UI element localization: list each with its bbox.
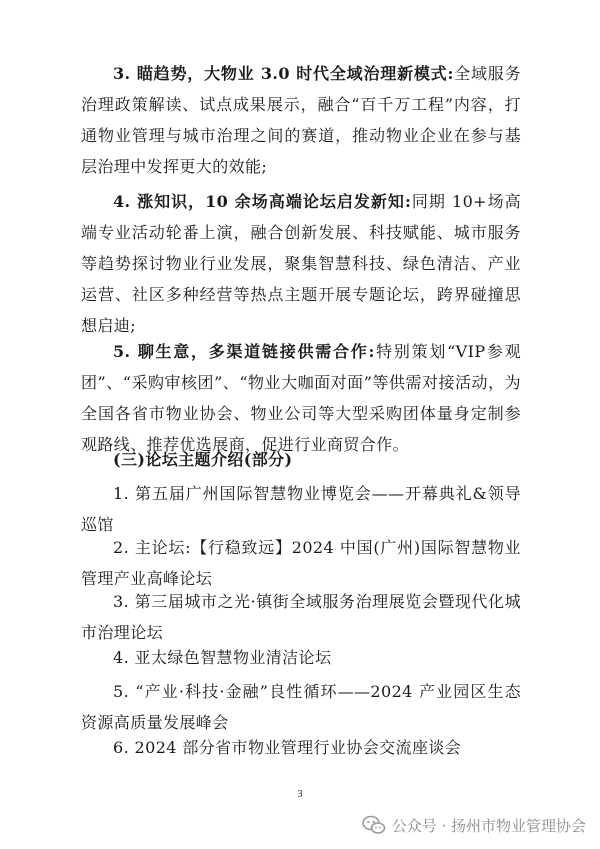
paragraph-trend [81,58,521,182]
paragraph-lead: 4. 涨知识，10 余场高端论坛启发新知: [113,192,412,211]
forum-item: 3. 第三届城市之光·镇街全域服务治理展览会暨现代化城市治理论坛 [81,592,521,642]
section-heading: (三)论坛主题介绍(部分) [113,450,293,469]
paragraph-body: 同期 10+场高端专业活动轮番上演，融合创新发展、科技赋能、城市服务等趋势探讨物业行业发展，聚集智慧科技、绿色清洁、产业运营、社区多种经营等热点主题开展专题论坛，跨界碰撞思想启迪; [81,192,521,335]
wechat-icon [362,815,386,835]
page-number: 3 [297,789,303,800]
paragraph-business [81,336,521,460]
paragraph-lead: 3. 瞄趋势，大物业 3.0 时代全域治理新模式: [113,64,454,83]
forum-item: 1. 第五届广州国际智慧物业博览会——开幕典礼&领导巡馆 [81,484,521,534]
forum-item: 2. 主论坛:【行稳致远】2024 中国(广州)国际智慧物业管理产业高峰论坛 [81,538,521,588]
forum-item: 5. “产业·科技·金融”良性循环——2024 产业园区生态资源高质量发展峰会 [81,682,521,732]
paragraph-body: 特别策划“VIP参观团”、“采购审核团”、“物业大咖面对面”等供需对接活动，为全国各省市物业协会、物业公司等大型采购团体量身定制参观路线、推荐优选展商，促进行业商贸合作。 [81,342,521,454]
paragraph-body: 全域服务治理政策解读、试点成果展示，融合“百千万工程”内容，打通物业管理与城市治理之间的赛道，推动物业企业在参与基层治理中发挥更大的效能; [81,64,521,176]
forum-item: 6. 2024 部分省市物业管理行业协会交流座谈会 [113,738,462,757]
wechat-watermark [362,812,586,838]
forum-item: 4. 亚太绿色智慧物业清洁论坛 [113,648,332,667]
paragraph-lead: 5. 聊生意，多渠道链接供需合作: [113,342,375,361]
paragraph-knowledge [81,186,521,341]
watermark-text: 公众号 · 扬州市物业管理协会 [391,816,586,835]
